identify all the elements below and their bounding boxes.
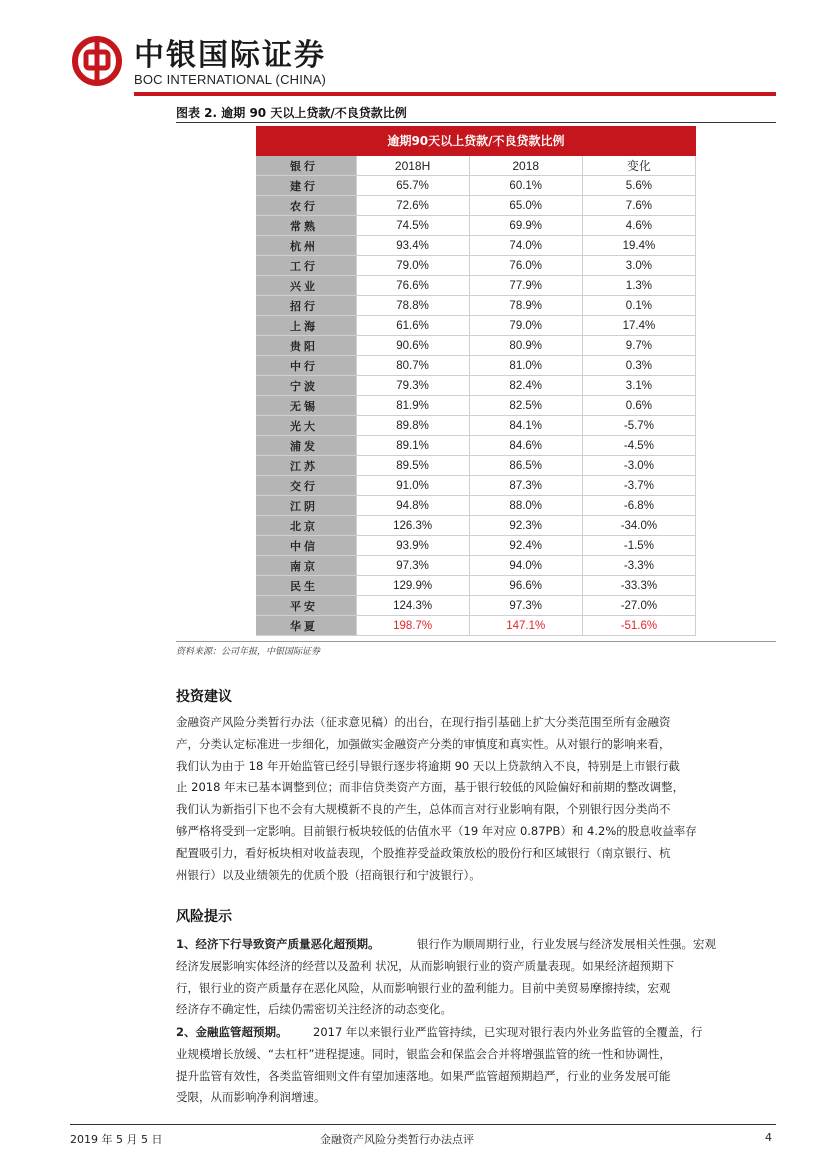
value-cell: 4.6% <box>582 216 695 236</box>
risk-item-1-title: 1、经济下行导致资产质量恶化超预期。 <box>176 937 380 951</box>
table-row <box>256 376 696 396</box>
footer-page-number: 4 <box>765 1131 772 1144</box>
brand-name-en: BOC INTERNATIONAL (CHINA) <box>134 72 327 87</box>
brand-name-cn: 中银国际证券 <box>134 38 326 73</box>
table-row <box>256 216 696 236</box>
table-row <box>256 336 696 356</box>
value-cell: -6.8% <box>582 496 695 516</box>
value-cell: 89.8% <box>356 416 469 436</box>
value-cell: 0.6% <box>582 396 695 416</box>
value-cell: 74.5% <box>356 216 469 236</box>
value-cell: 89.5% <box>356 456 469 476</box>
value-cell: 1.3% <box>582 276 695 296</box>
bank-name-cell: 南京 <box>256 556 356 576</box>
value-cell: 74.0% <box>469 236 582 256</box>
value-cell: 124.3% <box>356 596 469 616</box>
paragraph-line: 银行作为顺周期行业，行业发展与经济发展相关性强。宏观 <box>417 937 716 951</box>
value-cell: -1.5% <box>582 536 695 556</box>
value-cell: -51.6% <box>582 616 695 636</box>
value-cell: 65.7% <box>356 176 469 196</box>
overdue-npl-table <box>256 126 696 636</box>
value-cell: -3.3% <box>582 556 695 576</box>
value-cell: 97.3% <box>469 596 582 616</box>
value-cell: 87.3% <box>469 476 582 496</box>
value-cell: 3.1% <box>582 376 695 396</box>
bank-name-cell: 无锡 <box>256 396 356 416</box>
paragraph-line: 提升监管有效性，各类监管细则文件有望加速落地。如果严监管超预期趋严，行业的业务发展可能 <box>176 1068 671 1083</box>
value-cell: 82.5% <box>469 396 582 416</box>
bank-name-cell: 中行 <box>256 356 356 376</box>
value-cell: 5.6% <box>582 176 695 196</box>
figure-title-divider <box>176 122 776 123</box>
data-table <box>256 156 696 636</box>
table-row <box>256 416 696 436</box>
page-header <box>0 0 827 100</box>
value-cell: 79.3% <box>356 376 469 396</box>
value-cell: 84.6% <box>469 436 582 456</box>
value-cell: 92.3% <box>469 516 582 536</box>
paragraph-line: 产，分类认定标准进一步细化，加强做实金融资产分类的审慎度和真实性。从对银行的影响来看， <box>176 736 671 751</box>
value-cell: 61.6% <box>356 316 469 336</box>
table-row <box>256 176 696 196</box>
value-cell: 82.4% <box>469 376 582 396</box>
table-row <box>256 436 696 456</box>
value-cell: 81.0% <box>469 356 582 376</box>
value-cell: 65.0% <box>469 196 582 216</box>
value-cell: -5.7% <box>582 416 695 436</box>
value-cell: 78.8% <box>356 296 469 316</box>
table-row <box>256 576 696 596</box>
value-cell: 126.3% <box>356 516 469 536</box>
value-cell: 94.8% <box>356 496 469 516</box>
bank-name-cell: 浦发 <box>256 436 356 456</box>
value-cell: 3.0% <box>582 256 695 276</box>
value-cell: 80.9% <box>469 336 582 356</box>
bank-name-cell: 平安 <box>256 596 356 616</box>
value-cell: 88.0% <box>469 496 582 516</box>
bank-name-cell: 江苏 <box>256 456 356 476</box>
bank-name-cell: 华夏 <box>256 616 356 636</box>
table-row <box>256 276 696 296</box>
value-cell: 80.7% <box>356 356 469 376</box>
table-row <box>256 476 696 496</box>
value-cell: 129.9% <box>356 576 469 596</box>
value-cell: -4.5% <box>582 436 695 456</box>
value-cell: 84.1% <box>469 416 582 436</box>
column-header: 2018H <box>356 156 469 176</box>
column-header: 2018 <box>469 156 582 176</box>
paragraph-line: 业规模增长放缓、“去杠杆”进程提速。同时，银监会和保监会合并将增强监管的统一性和协调性， <box>176 1046 671 1061</box>
value-cell: 69.9% <box>469 216 582 236</box>
column-header-bank: 银行 <box>256 156 356 176</box>
table-row <box>256 596 696 616</box>
value-cell: 92.4% <box>469 536 582 556</box>
table-row <box>256 536 696 556</box>
bank-name-cell: 常熟 <box>256 216 356 236</box>
value-cell: -3.0% <box>582 456 695 476</box>
value-cell: -33.3% <box>582 576 695 596</box>
figure-source: 资料来源：公司年报，中银国际证券 <box>176 647 321 657</box>
bank-name-cell: 农行 <box>256 196 356 216</box>
value-cell: 7.6% <box>582 196 695 216</box>
bank-name-cell: 上海 <box>256 316 356 336</box>
table-row <box>256 456 696 476</box>
section-heading-investment: 投资建议 <box>176 689 232 705</box>
value-cell: 77.9% <box>469 276 582 296</box>
paragraph-line: 止 2018 年末已基本调整到位；而非信贷类资产方面，基于银行较低的风险偏好和前期的整改调整， <box>176 780 685 795</box>
value-cell: 17.4% <box>582 316 695 336</box>
value-cell: 86.5% <box>469 456 582 476</box>
paragraph-line: 州银行）以及业绩领先的优质个股（招商银行和宁波银行）。 <box>176 867 481 882</box>
paragraph-line: 我们认为由于 18 年开始监管已经引导银行逐步将逾期 90 天以上贷款纳入不良，特别是上市银行截 <box>176 758 680 773</box>
bank-name-cell: 宁波 <box>256 376 356 396</box>
value-cell: 93.4% <box>356 236 469 256</box>
bank-name-cell: 招行 <box>256 296 356 316</box>
table-row <box>256 616 696 636</box>
value-cell: 198.7% <box>356 616 469 636</box>
table-header-row <box>256 156 696 176</box>
paragraph-line: 经济发展影响实体经济的经营以及盈利 状况，从而影响银行业的资产质量表现。如果经济超预期下 <box>176 958 675 973</box>
bank-name-cell: 北京 <box>256 516 356 536</box>
header-divider <box>134 92 776 96</box>
column-header: 变化 <box>582 156 695 176</box>
paragraph-line: 2017 年以来银行业严监管持续，已实现对银行表内外业务监管的全覆盖，行 <box>313 1025 703 1039</box>
paragraph-line: 我们认为新指引下也不会有大规模新不良的产生，总体而言对行业影响有限，个别银行因分类尚不 <box>176 802 671 817</box>
paragraph-line: 经济存不确定性，后续仍需密切关注经济的动态变化。 <box>176 1002 452 1017</box>
value-cell: 60.1% <box>469 176 582 196</box>
table-row <box>256 556 696 576</box>
value-cell: 147.1% <box>469 616 582 636</box>
value-cell: 89.1% <box>356 436 469 456</box>
table-row <box>256 296 696 316</box>
footer-doc-title: 金融资产风险分类暂行办法点评 <box>320 1133 474 1146</box>
value-cell: 97.3% <box>356 556 469 576</box>
value-cell: 19.4% <box>582 236 695 256</box>
value-cell: 94.0% <box>469 556 582 576</box>
figure-title: 图表 2. 逾期 90 天以上贷款/不良贷款比例 <box>176 106 407 120</box>
value-cell: 78.9% <box>469 296 582 316</box>
table-row <box>256 196 696 216</box>
paragraph-line: 受限，从而影响净利润增速。 <box>176 1090 326 1105</box>
value-cell: 76.6% <box>356 276 469 296</box>
table-row <box>256 396 696 416</box>
section-heading-risk: 风险提示 <box>176 909 232 925</box>
value-cell: 9.7% <box>582 336 695 356</box>
table-row <box>256 516 696 536</box>
source-divider <box>176 641 776 642</box>
value-cell: 79.0% <box>469 316 582 336</box>
value-cell: 96.6% <box>469 576 582 596</box>
boc-logo-icon <box>72 36 122 86</box>
value-cell: 0.1% <box>582 296 695 316</box>
bank-name-cell: 民生 <box>256 576 356 596</box>
value-cell: 0.3% <box>582 356 695 376</box>
paragraph-line: 行，银行业的资产质量存在恶化风险，从而影响银行业的盈利能力。目前中美贸易摩擦持续，宏观 <box>176 980 671 995</box>
value-cell: 81.9% <box>356 396 469 416</box>
table-row <box>256 256 696 276</box>
value-cell: -3.7% <box>582 476 695 496</box>
value-cell: 93.9% <box>356 536 469 556</box>
bank-name-cell: 杭州 <box>256 236 356 256</box>
table-row <box>256 496 696 516</box>
value-cell: 90.6% <box>356 336 469 356</box>
bank-name-cell: 贵阳 <box>256 336 356 356</box>
bank-name-cell: 工行 <box>256 256 356 276</box>
bank-name-cell: 江阴 <box>256 496 356 516</box>
table-title: 逾期90天以上贷款/不良贷款比例 <box>256 126 696 156</box>
value-cell: 91.0% <box>356 476 469 496</box>
bank-name-cell: 光大 <box>256 416 356 436</box>
paragraph-line: 配置吸引力，看好板块相对收益表现，个股推荐受益政策放松的股份行和区域银行（南京银行、杭 <box>176 845 671 860</box>
bank-name-cell: 兴业 <box>256 276 356 296</box>
value-cell: -34.0% <box>582 516 695 536</box>
table-row <box>256 316 696 336</box>
bank-name-cell: 中信 <box>256 536 356 556</box>
risk-item-2-title: 2、金融监管超预期。 <box>176 1025 288 1039</box>
paragraph-line: 金融资产风险分类暂行办法（征求意见稿）的出台，在现行指引基础上扩大分类范围至所有金融资 <box>176 715 671 729</box>
value-cell: -27.0% <box>582 596 695 616</box>
table-row <box>256 236 696 256</box>
value-cell: 76.0% <box>469 256 582 276</box>
paragraph-line: 够严格将受到一定影响。目前银行板块较低的估值水平（19 年对应 0.87PB）和 4.2%的股息收益率存 <box>176 824 697 838</box>
table-row <box>256 356 696 376</box>
bank-name-cell: 建行 <box>256 176 356 196</box>
value-cell: 72.6% <box>356 196 469 216</box>
bank-name-cell: 交行 <box>256 476 356 496</box>
footer-divider <box>70 1124 776 1125</box>
value-cell: 79.0% <box>356 256 469 276</box>
footer-date: 2019 年 5 月 5 日 <box>70 1133 163 1146</box>
